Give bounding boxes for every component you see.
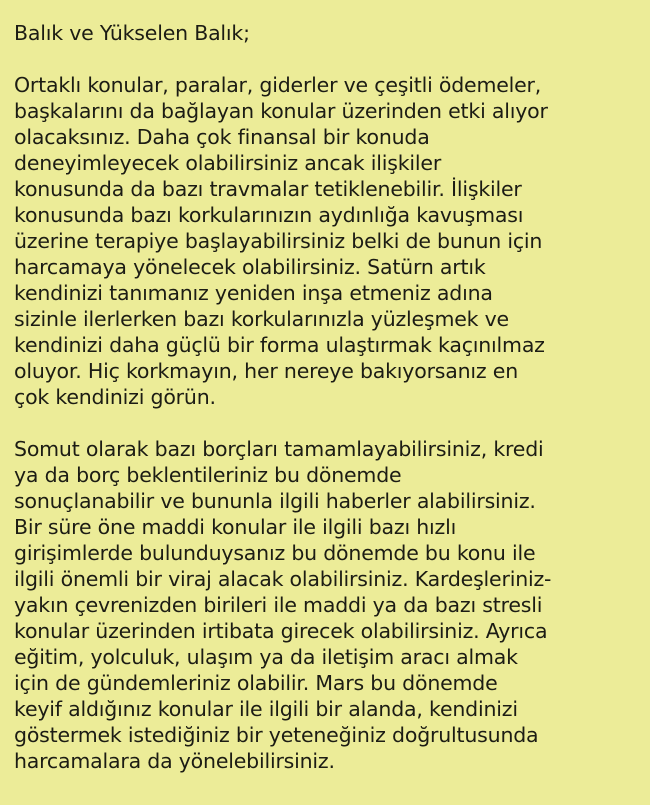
- text-line: oluyor. Hiç korkmayın, her nereye bakıyorsanız en: [14, 359, 519, 383]
- text-line: konusunda da bazı travmalar tetiklenebilir. İlişkiler: [14, 177, 522, 201]
- text-line: konusunda bazı korkularınızın aydınlığa kavuşması: [14, 203, 524, 227]
- greeting-heading: Balık ve Yükselen Balık;: [14, 21, 250, 45]
- text-line: üzerine terapiye başlayabilirsiniz belki de bunun için: [14, 229, 543, 253]
- text-line: harcamalara da yönelebilirsiniz.: [14, 749, 335, 773]
- text-line: başkalarını da bağlayan konular üzerinden etki alıyor: [14, 99, 548, 123]
- paragraph-2: [14, 436, 636, 774]
- text-line: ya da borç beklentileriniz bu dönemde: [14, 463, 402, 487]
- text-line: Ortaklı konular, paralar, giderler ve çeşitli ödemeler,: [14, 73, 542, 97]
- text-line: Bir süre öne maddi konular ile ilgili bazı hızlı: [14, 515, 457, 539]
- text-line: sizinle ilerlerken bazı korkularınızla yüzleşmek ve: [14, 307, 509, 331]
- text-line: deneyimleyecek olabilirsiniz ancak ilişkiler: [14, 151, 442, 175]
- text-line: kendinizi daha güçlü bir forma ulaştırmak kaçınılmaz: [14, 333, 545, 357]
- text-line: ilgili önemli bir viraj alacak olabilirsiniz. Kardeşleriniz-: [14, 567, 552, 591]
- paragraph-1: [14, 72, 636, 410]
- text-line: olacaksınız. Daha çok finansal bir konuda: [14, 125, 430, 149]
- text-line: çok kendinizi görün.: [14, 385, 216, 409]
- text-line: göstermek istediğiniz bir yeteneğiniz doğrultusunda: [14, 723, 539, 747]
- text-line: girişimlerde bulunduysanız bu dönemde bu konu ile: [14, 541, 536, 565]
- text-line: harcamaya yönelecek olabilirsiniz. Satürn artık: [14, 255, 486, 279]
- text-line: Somut olarak bazı borçları tamamlayabilirsiniz, kredi: [14, 437, 544, 461]
- text-line: eğitim, yolculuk, ulaşım ya da iletişim aracı almak: [14, 645, 518, 669]
- text-line: keyif aldığınız konular ile ilgili bir alanda, kendinizi: [14, 697, 518, 721]
- text-line: kendinizi tanımanız yeniden inşa etmeniz adına: [14, 281, 493, 305]
- text-line: sonuçlanabilir ve bununla ilgili haberler alabilirsiniz.: [14, 489, 536, 513]
- text-line: yakın çevrenizden birileri ile maddi ya da bazı stresli: [14, 593, 543, 617]
- text-line: için de gündemleriniz olabilir. Mars bu dönemde: [14, 671, 498, 695]
- text-line: konular üzerinden irtibata girecek olabilirsiniz. Ayrıca: [14, 619, 548, 643]
